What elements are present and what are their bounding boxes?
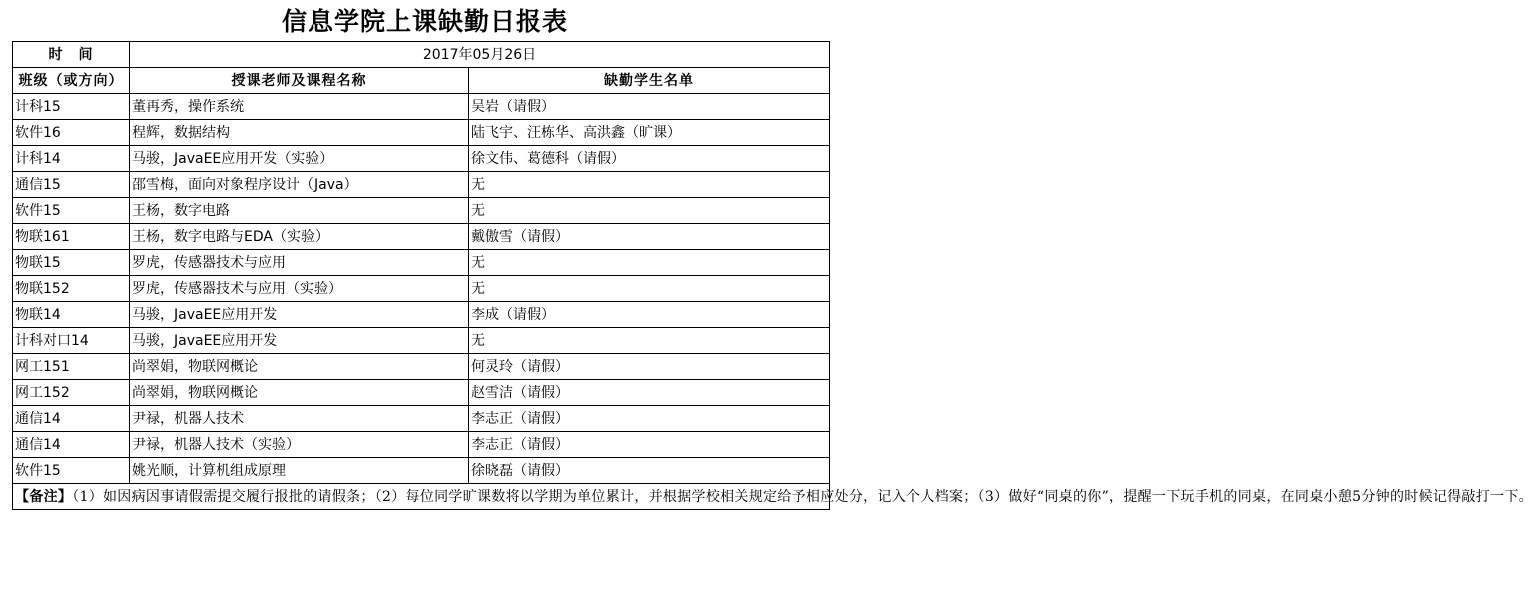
class-cell: 软件15 bbox=[13, 458, 130, 484]
class-cell: 软件15 bbox=[13, 198, 130, 224]
absent-students-cell: 戴傲雪（请假） bbox=[469, 224, 830, 250]
teacher-course-cell: 罗虎，传感器技术与应用 bbox=[130, 250, 469, 276]
absent-students-cell: 无 bbox=[469, 198, 830, 224]
class-cell: 物联152 bbox=[13, 276, 130, 302]
teacher-course-cell: 尚翠娟，物联网概论 bbox=[130, 354, 469, 380]
absent-students-cell: 吴岩（请假） bbox=[469, 94, 830, 120]
class-cell: 通信14 bbox=[13, 406, 130, 432]
absent-students-column-header: 缺勤学生名单 bbox=[469, 68, 830, 94]
teacher-course-cell: 邵雪梅，面向对象程序设计（Java） bbox=[130, 172, 469, 198]
absent-students-cell: 李志正（请假） bbox=[469, 432, 830, 458]
time-row bbox=[13, 42, 830, 68]
table-row bbox=[13, 250, 830, 276]
teacher-course-cell: 董再秀，操作系统 bbox=[130, 94, 469, 120]
teacher-course-cell: 马骏，JavaEE应用开发 bbox=[130, 302, 469, 328]
absent-students-cell: 徐文伟、葛德科（请假） bbox=[469, 146, 830, 172]
absent-students-cell: 李志正（请假） bbox=[469, 406, 830, 432]
note-label: 【备注】 bbox=[15, 488, 73, 505]
note-cell bbox=[13, 484, 1533, 510]
absent-students-cell: 何灵玲（请假） bbox=[469, 354, 830, 380]
teacher-course-cell: 程辉，数据结构 bbox=[130, 120, 469, 146]
table-row bbox=[13, 354, 830, 380]
class-cell: 通信15 bbox=[13, 172, 130, 198]
report-date: 2017年05月26日 bbox=[130, 42, 830, 68]
table-row bbox=[13, 198, 830, 224]
class-cell: 软件16 bbox=[13, 120, 130, 146]
absence-report-table bbox=[12, 41, 1533, 510]
class-column-header: 班级（或方向） bbox=[13, 68, 130, 94]
absent-students-cell: 无 bbox=[469, 250, 830, 276]
class-cell: 物联15 bbox=[13, 250, 130, 276]
table-row bbox=[13, 276, 830, 302]
column-header-row bbox=[13, 68, 830, 94]
table-row bbox=[13, 94, 830, 120]
note-row bbox=[13, 484, 830, 510]
report-title: 信息学院上课缺勤日报表 bbox=[281, 7, 568, 36]
class-cell: 网工151 bbox=[13, 354, 130, 380]
note-text: （1）如因病因事请假需提交履行报批的请假条；（2）每位同学旷课数将以学期为单位累计，并根据学校相关规定给予相应处分，记入个人档案；（3）做好“同桌的你”，提醒一下玩手机的同桌，在同桌小憩5分钟的时候记得敲打一下。 bbox=[72, 488, 1533, 505]
table-row bbox=[13, 172, 830, 198]
table-row bbox=[13, 380, 830, 406]
absent-students-cell: 徐晓磊（请假） bbox=[469, 458, 830, 484]
class-cell: 物联161 bbox=[13, 224, 130, 250]
table-row bbox=[13, 224, 830, 250]
class-cell: 计科对口14 bbox=[13, 328, 130, 354]
teacher-course-cell: 王杨，数字电路 bbox=[130, 198, 469, 224]
class-cell: 物联14 bbox=[13, 302, 130, 328]
teacher-course-cell: 尚翠娟，物联网概论 bbox=[130, 380, 469, 406]
teacher-course-cell: 尹禄，机器人技术 bbox=[130, 406, 469, 432]
absent-students-cell: 李成（请假） bbox=[469, 302, 830, 328]
table-row bbox=[13, 302, 830, 328]
teacher-course-cell: 罗虎，传感器技术与应用（实验） bbox=[130, 276, 469, 302]
table-row bbox=[13, 120, 830, 146]
absent-students-cell: 赵雪洁（请假） bbox=[469, 380, 830, 406]
class-cell: 通信14 bbox=[13, 432, 130, 458]
teacher-course-cell: 马骏，JavaEE应用开发（实验） bbox=[130, 146, 469, 172]
time-label: 时 间 bbox=[13, 42, 130, 68]
class-cell: 网工152 bbox=[13, 380, 130, 406]
absent-students-cell: 陆飞宇、汪栋华、高洪鑫（旷课） bbox=[469, 120, 830, 146]
table-row bbox=[13, 146, 830, 172]
teacher-course-cell: 尹禄，机器人技术（实验） bbox=[130, 432, 469, 458]
absent-students-cell: 无 bbox=[469, 328, 830, 354]
teacher-course-cell: 姚光顺，计算机组成原理 bbox=[130, 458, 469, 484]
class-cell: 计科15 bbox=[13, 94, 130, 120]
table-row bbox=[13, 328, 830, 354]
class-cell: 计科14 bbox=[13, 146, 130, 172]
absent-students-cell: 无 bbox=[469, 276, 830, 302]
teacher-course-cell: 王杨，数字电路与EDA（实验） bbox=[130, 224, 469, 250]
table-row bbox=[13, 432, 830, 458]
table-row bbox=[13, 406, 830, 432]
table-row bbox=[13, 458, 830, 484]
absent-students-cell: 无 bbox=[469, 172, 830, 198]
teacher-course-column-header: 授课老师及课程名称 bbox=[130, 68, 469, 94]
teacher-course-cell: 马骏，JavaEE应用开发 bbox=[130, 328, 469, 354]
